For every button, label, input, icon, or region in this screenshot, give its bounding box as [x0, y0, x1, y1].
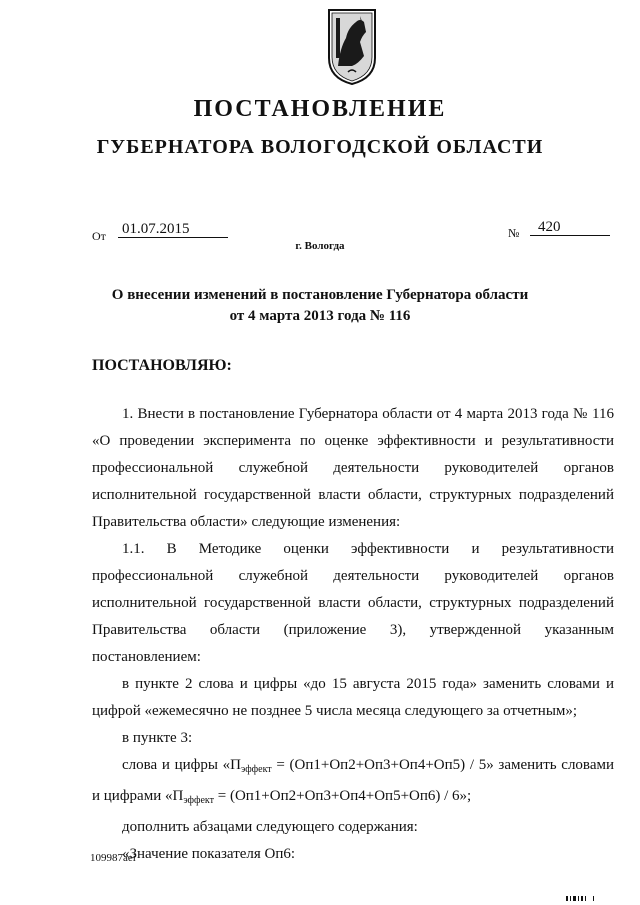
document-subtitle: ГУБЕРНАТОРА ВОЛОГОДСКОЙ ОБЛАСТИ — [96, 136, 544, 158]
paragraph-7: «Значение показателя Оп6: — [122, 846, 296, 862]
footer-code: 109987aei — [90, 852, 136, 864]
paragraph-2: 1.1. В Методике оценки эффективности и результативности профессиональной служебной деятельности руководителей органов исполнительной государственной власти области, структурных подразделений Правительства области (приложение 3), утвержденной указанным постановлением: — [92, 541, 614, 665]
number-underline — [530, 235, 610, 236]
scan-marks — [566, 896, 600, 901]
document-subject — [0, 285, 640, 327]
document-body — [92, 401, 614, 868]
subject-line-1: О внесении изменений в постановление Губернатора области — [111, 287, 529, 303]
subject-line-2: от 4 марта 2013 года № 116 — [229, 308, 411, 324]
paragraph-6: дополнить абзацами следующего содержания: — [122, 819, 418, 835]
paragraph-3: в пункте 2 слова и цифры «до 15 августа 2015 года» заменить словами и цифрой «ежемесячно не позднее 5 числа месяца следующего за отчетным»; — [92, 676, 614, 719]
coat-of-arms-emblem — [326, 6, 378, 86]
paragraph-1: 1. Внести в постановление Губернатора области от 4 марта 2013 года № 116 «О проведении эксперимента по оценке эффективности и результативности профессиональной служебной деятельности руководителей органов исполнительной государственной власти области, структурных подразделений Правительства области» следующие изменения: — [92, 406, 614, 530]
date-prefix: От — [92, 229, 106, 243]
paragraph-4: в пункте 3: — [122, 730, 193, 746]
subscript-effect: эффект — [183, 795, 214, 806]
document-date: 01.07.2015 — [122, 221, 190, 237]
subscript-effect: эффект — [241, 764, 272, 775]
document-number: 420 — [538, 219, 561, 235]
city-label: г. Вологда — [295, 240, 345, 252]
document-title: ПОСТАНОВЛЕНИЕ — [193, 96, 447, 122]
resolve-heading: ПОСТАНОВЛЯЮ: — [92, 357, 232, 374]
paragraph-5: слова и цифры «$П_{эффект} = (Оп1+Оп2+Оп3+Оп4+Оп5) / 5$» заменить словами и цифрами «$П_{эффект} = (Оп1+Оп2+Оп3+Оп4+Оп5+Оп6) / 6$»; — [92, 757, 614, 806]
number-prefix: № — [508, 226, 520, 240]
date-underline — [118, 237, 228, 238]
